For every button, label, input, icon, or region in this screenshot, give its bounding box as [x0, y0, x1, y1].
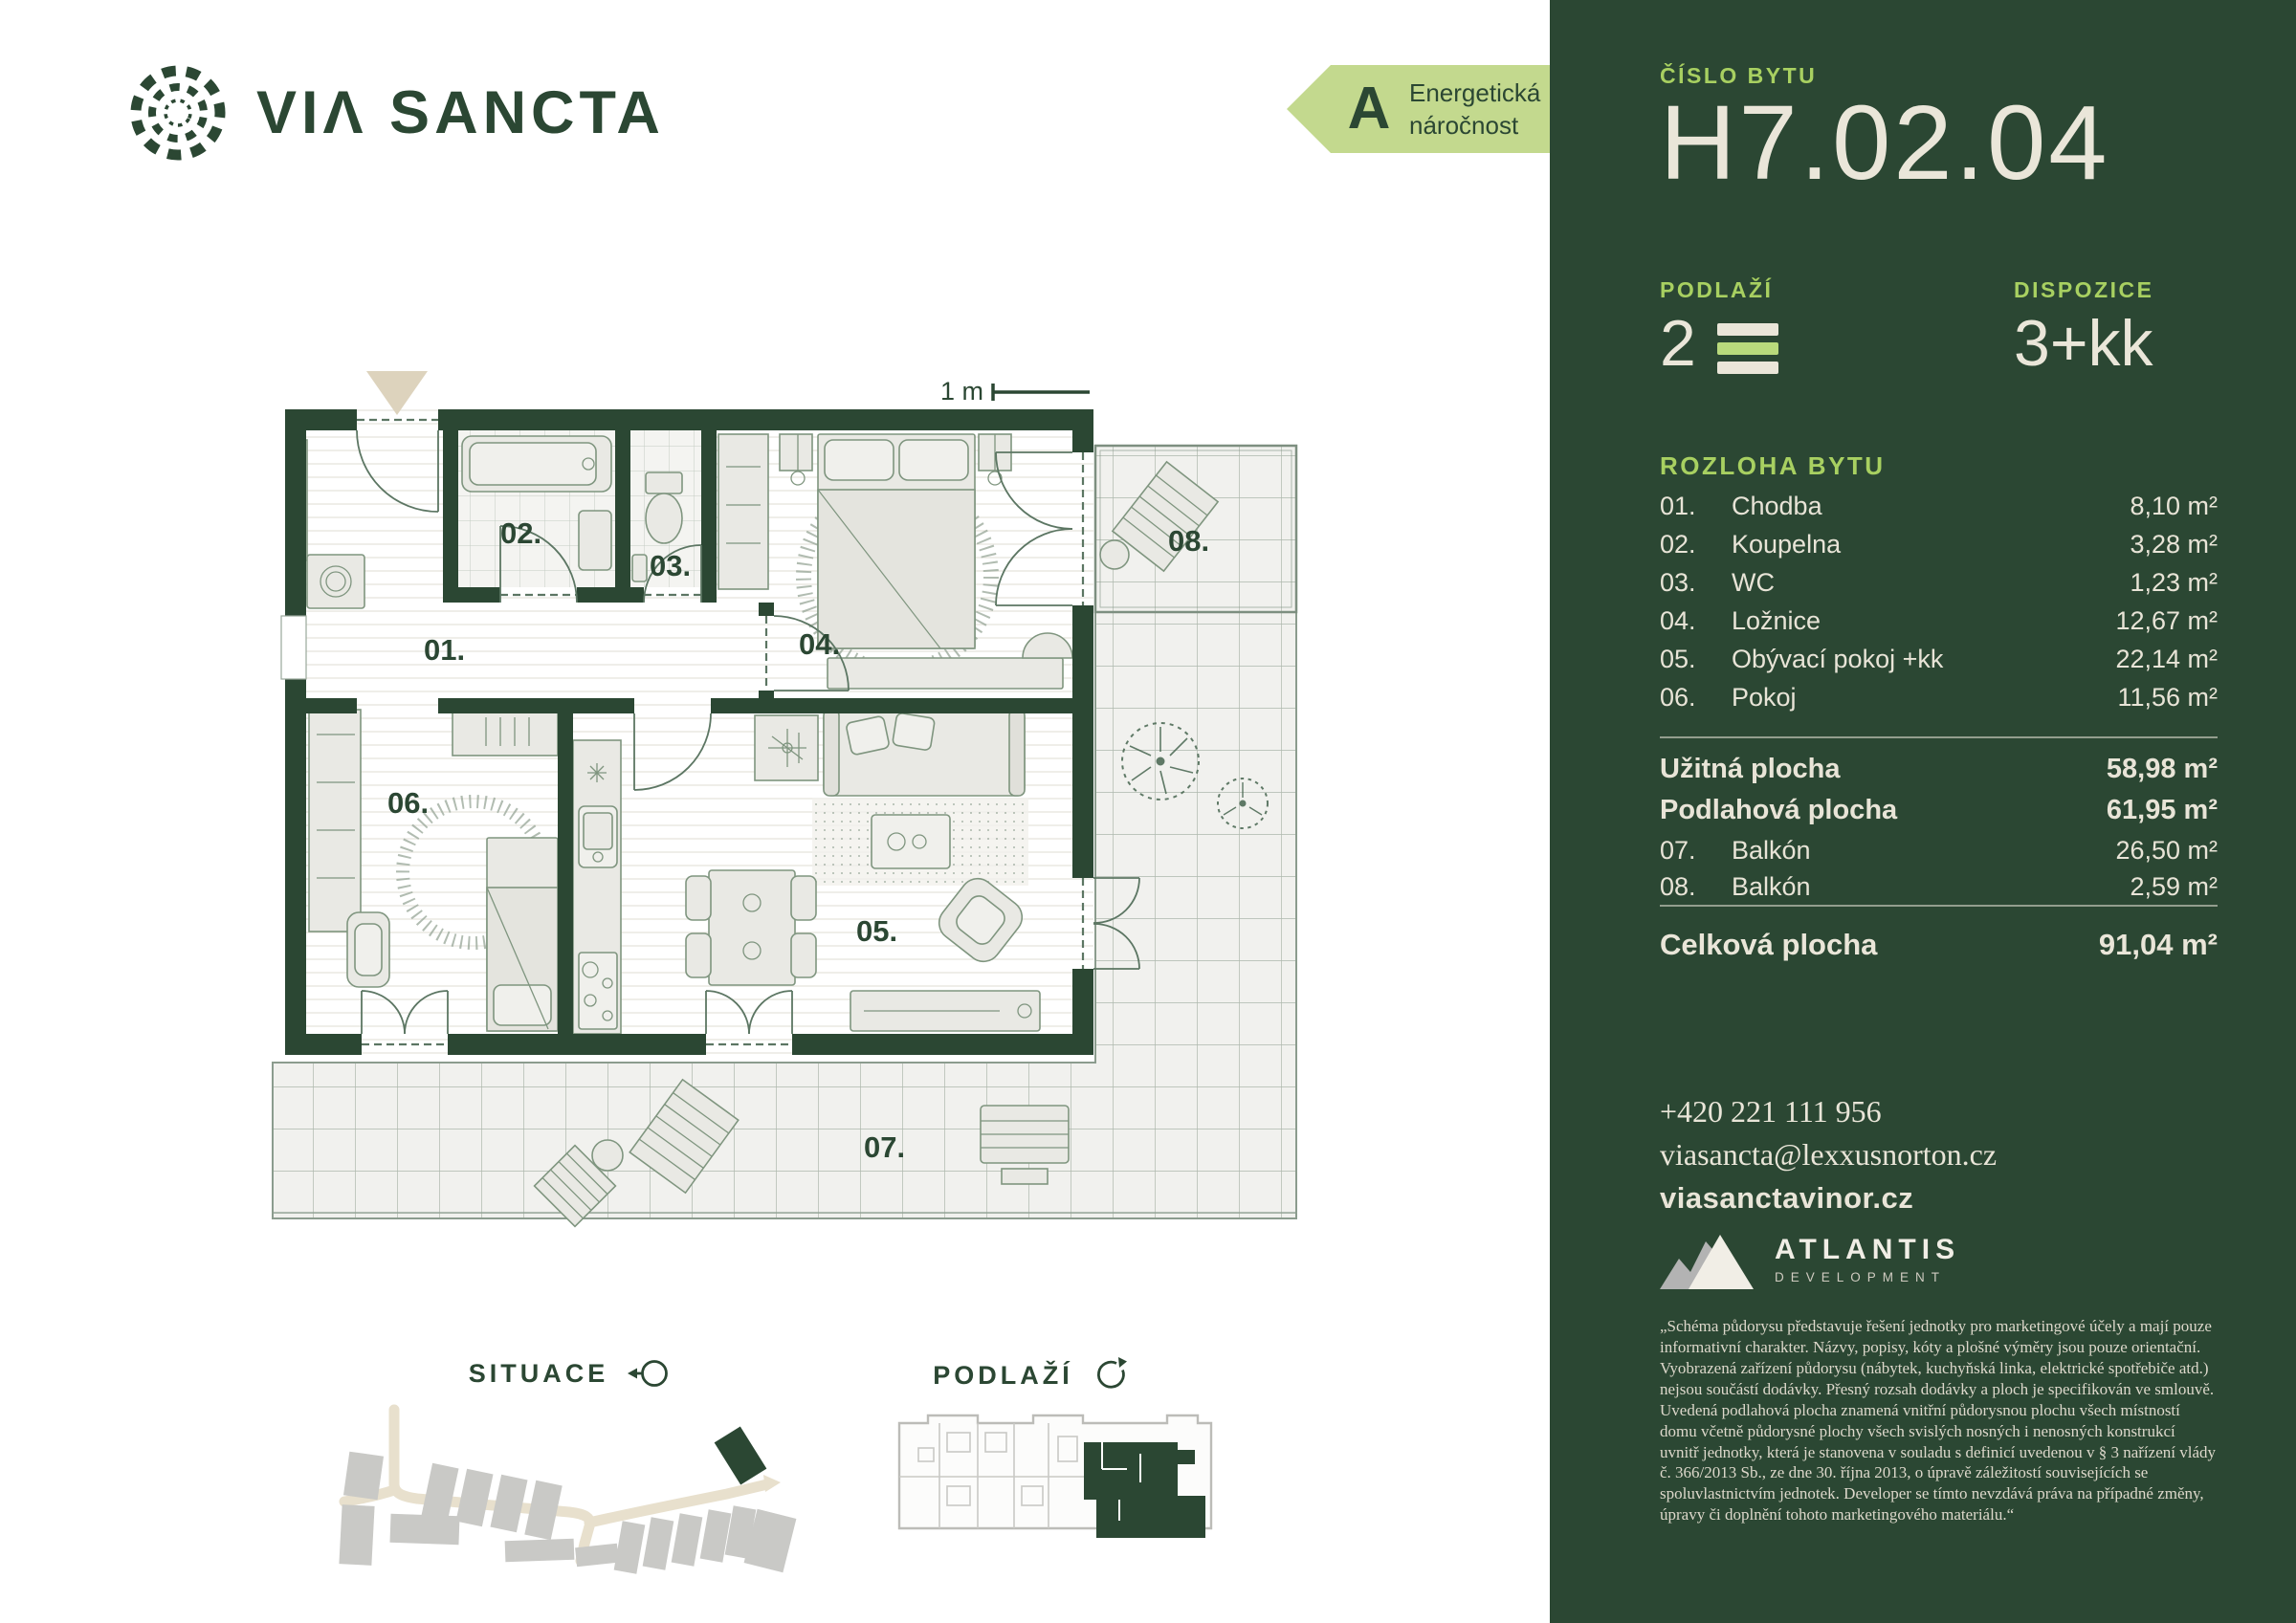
kitchen-sink-basin [584, 813, 612, 849]
layout-label: DISPOZICE [2014, 277, 2154, 302]
contact-block [1660, 1090, 2218, 1219]
situace-highlighted-building [715, 1426, 767, 1484]
scale-label: 1 m [940, 377, 984, 406]
sofa-arm-left [824, 710, 839, 796]
entry-marker [366, 371, 428, 415]
energy-line2: náročnost [1409, 111, 1519, 140]
coffee-table [872, 815, 950, 868]
dining-table [709, 870, 795, 985]
layout-value: 3+kk [2014, 307, 2153, 380]
situace-title: SITUACE [468, 1358, 609, 1388]
room06-wardrobe [309, 710, 361, 932]
table-row: 03. WC 1,23 m² [1660, 568, 2218, 597]
table-row: 06. Pokoj 11,56 m² [1660, 683, 2218, 712]
viasancta-logo-icon [124, 59, 232, 166]
podlazi-map-title: PODLAŽÍ [933, 1360, 1073, 1390]
summary-row: Podlahová plocha 61,95 m² [1660, 795, 2218, 825]
podlazi-header [866, 1356, 1196, 1394]
summary-row: 08. Balkón 2,59 m² [1660, 872, 2218, 901]
summary-row: Užitná plocha 58,98 m² [1660, 754, 2218, 784]
rotate-icon [1091, 1356, 1129, 1394]
bedroom-bench [828, 658, 1063, 689]
brand-wordmark: VIΛ SANCTA [256, 79, 665, 146]
floor-value: 2 [1660, 307, 1696, 380]
table-row: 01. Chodba 8,10 m² [1660, 492, 2218, 520]
bathtub-inner [470, 443, 596, 485]
podlazi-map [890, 1394, 1220, 1552]
divider [1660, 905, 2218, 907]
contact-email[interactable]: viasancta@lexxusnorton.cz [1660, 1137, 1998, 1173]
side-table-08 [1100, 540, 1129, 569]
disclaimer-text: „Schéma půdorysu představuje řešení jednotky pro marketingové účely a mají pouze informativní charakter. Názvy, popisy, kóty a plošné výměry jsou pouze orientační. Vyobrazená zařízení půdorysu (nábytek, kuchyňská linka, elektrické spotřebiče atd.) nejsou součástí dodávky. Přesný rozsah dodávky a ploch je specifikován ve smlouvě. Uvedená podlahová plocha znamená vnitřní půdorysnou plochu všech místností domu včetně půdorysné plochy všech svislých nosných i nenosných konstrukcí uvnitř jednotky, která je stanovena v souladu s definicí uvedenou v § 3 nařízení vlády č. 366/2013 Sb., ze dne 30. října 2013, o úpravě záležitostí souvisejících se spoluvlastnictvím jednotek. Developer se tímto nevzdává práva na případné změny, úpravy či doplnění tohoto marketingového materiálu.“ [1660, 1317, 2216, 1524]
floor-plan [271, 371, 1314, 1232]
floor-label: PODLAŽÍ [1660, 277, 1774, 302]
floor-dispo-labels [1660, 277, 2218, 303]
sofa-pillow-2 [893, 713, 936, 751]
room-label-05: 05. [856, 914, 898, 948]
room06-sideboard [453, 708, 558, 756]
single-bed-pillow [494, 985, 551, 1025]
nightstand-left [780, 434, 812, 471]
floor-bars-icon [1717, 323, 1778, 374]
hall-niche [281, 616, 306, 679]
sofa-arm-right [1009, 710, 1025, 796]
energy-line1: Energetická [1409, 78, 1541, 107]
summary-table [1660, 754, 2218, 909]
contact-website[interactable]: viasanctavinor.cz [1660, 1180, 1914, 1215]
footstool-07 [1002, 1169, 1048, 1184]
toilet-tank [646, 472, 682, 493]
brand-logo [124, 59, 665, 166]
washing-machine [307, 555, 364, 608]
developer-subtitle: DEVELOPMENT [1775, 1269, 1947, 1284]
desk-chair-seat [355, 924, 382, 976]
room-label-06: 06. [387, 786, 430, 820]
summary-row: 07. Balkón 26,50 m² [1660, 836, 2218, 865]
area-section-label: ROZLOHA BYTU [1660, 451, 1886, 480]
room-label-01: 01. [424, 633, 466, 667]
scale-bar [940, 377, 1090, 406]
table-row: 04. Ložnice 12,67 m² [1660, 606, 2218, 635]
side-table-07 [592, 1140, 623, 1171]
bathroom-sink [579, 511, 611, 570]
energy-grade: A [1347, 76, 1391, 142]
sofa-pillow-1 [846, 715, 890, 756]
bed-blanket [818, 490, 975, 648]
bedroom-wardrobe [718, 434, 768, 589]
developer-logo [1660, 1230, 2218, 1289]
bed-pillow-left [825, 440, 894, 480]
unit-number: H7.02.04 [1660, 84, 2110, 202]
room-label-07: 07. [864, 1130, 906, 1164]
dining-chair-3 [791, 876, 816, 920]
room-area-table [1660, 492, 2218, 721]
developer-name: ATLANTIS [1775, 1233, 1961, 1265]
energy-badge [1287, 65, 1553, 153]
dining-chair-1 [686, 876, 711, 920]
total-row: Celková plocha 91,04 m² [1660, 928, 2218, 961]
situace-map [335, 1398, 804, 1590]
situace-header [335, 1356, 804, 1391]
compass-icon [626, 1356, 670, 1391]
info-panel [1550, 0, 2296, 1623]
contact-phone[interactable]: +420 221 111 956 [1660, 1094, 1882, 1129]
table-row: 02. Koupelna 3,28 m² [1660, 530, 2218, 559]
wc-sink [632, 555, 647, 581]
table-row: 05. Obývací pokoj +kk 22,14 m² [1660, 645, 2218, 673]
dining-chair-2 [686, 933, 711, 977]
room-label-08: 08. [1168, 524, 1210, 558]
dining-chair-4 [791, 933, 816, 977]
toilet-icon [646, 493, 682, 543]
room-label-04: 04. [799, 627, 841, 661]
bed-pillow-right [899, 440, 968, 480]
floor-dispo-values [1660, 308, 2218, 388]
unit-number-label: ČÍSLO BYTU [1660, 63, 1818, 88]
room-label-03: 03. [650, 549, 692, 582]
room-label-02: 02. [500, 516, 542, 550]
atlantis-mountain-icon [1660, 1230, 1755, 1289]
divider [1660, 736, 2218, 738]
